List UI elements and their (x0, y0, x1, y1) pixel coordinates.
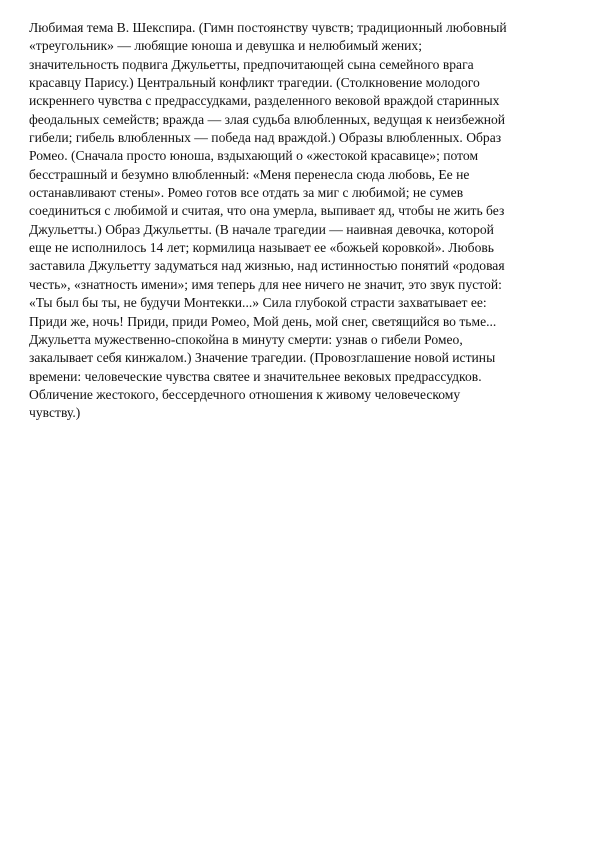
text-line: «Ты был бы ты, не будучи Монтекки...» Сила глубокой страсти захватывает ее: (29, 295, 487, 311)
body-text (29, 19, 577, 423)
text-line: заставила Джульетту задуматься над жизнью, над истинностью понятий «родовая (29, 258, 505, 274)
text-line: соединиться с любимой и считая, что она умерла, выпивает яд, чтобы не жить без (29, 203, 505, 219)
text-line: красавцу Парису.) Центральный конфликт трагедии. (Столкновение молодого (29, 75, 480, 91)
text-line: честь», «знатность имени»; имя теперь для нее ничего не значит, это звук пустой: (29, 276, 502, 292)
text-line: Ромео. (Сначала просто юноша, вздыхающий о «жестокой красавице»; потом (29, 148, 479, 164)
text-line: еще не исполнилось 14 лет; кормилица называет ее «божьей коровкой». Любовь (29, 240, 494, 256)
text-line: закалывает себя кинжалом.) Значение трагедии. (Провозглашение новой истины (29, 350, 496, 366)
text-line: Приди же, ночь! Приди, приди Ромео, Мой день, мой снег, светящийся во тьме... (29, 313, 497, 329)
text-line: останавливают стены». Ромео готов все отдать за миг с любимой; не сумев (29, 185, 464, 201)
text-line: искреннего чувства с предрассудками, разделенного вековой враждой старинных (29, 93, 500, 109)
text-line: чувству.) (29, 405, 81, 421)
text-line: Обличение жестокого, бессердечного отношения к живому человеческому (29, 386, 461, 402)
text-line: времени: человеческие чувства святее и значительнее вековых предрассудков. (29, 368, 482, 384)
text-line: бесстрашный и безумно влюбленный: «Меня перенесла сюда любовь, Ее не (29, 166, 470, 182)
text-line: значительность подвига Джульетты, предпочитающей сына семейного врага (29, 56, 474, 72)
text-line: феодальных семейств; вражда — злая судьба влюбленных, ведущая к неизбежной (29, 111, 506, 127)
text-line: гибели; гибель влюбленных — победа над враждой.) Образы влюбленных. Образ (29, 130, 502, 146)
text-line: «треугольник» — любящие юноша и девушка и нелюбимый жених; (29, 38, 423, 54)
text-line: Джульетта мужественно-спокойна в минуту смерти: узнав о гибели Ромео, (29, 331, 463, 347)
text-line: Джульетты.) Образ Джульетты. (В начале трагедии — наивная девочка, которой (29, 221, 494, 237)
text-line: Любимая тема В. Шекспира. (Гимн постоянству чувств; традиционный любовный (29, 20, 507, 35)
